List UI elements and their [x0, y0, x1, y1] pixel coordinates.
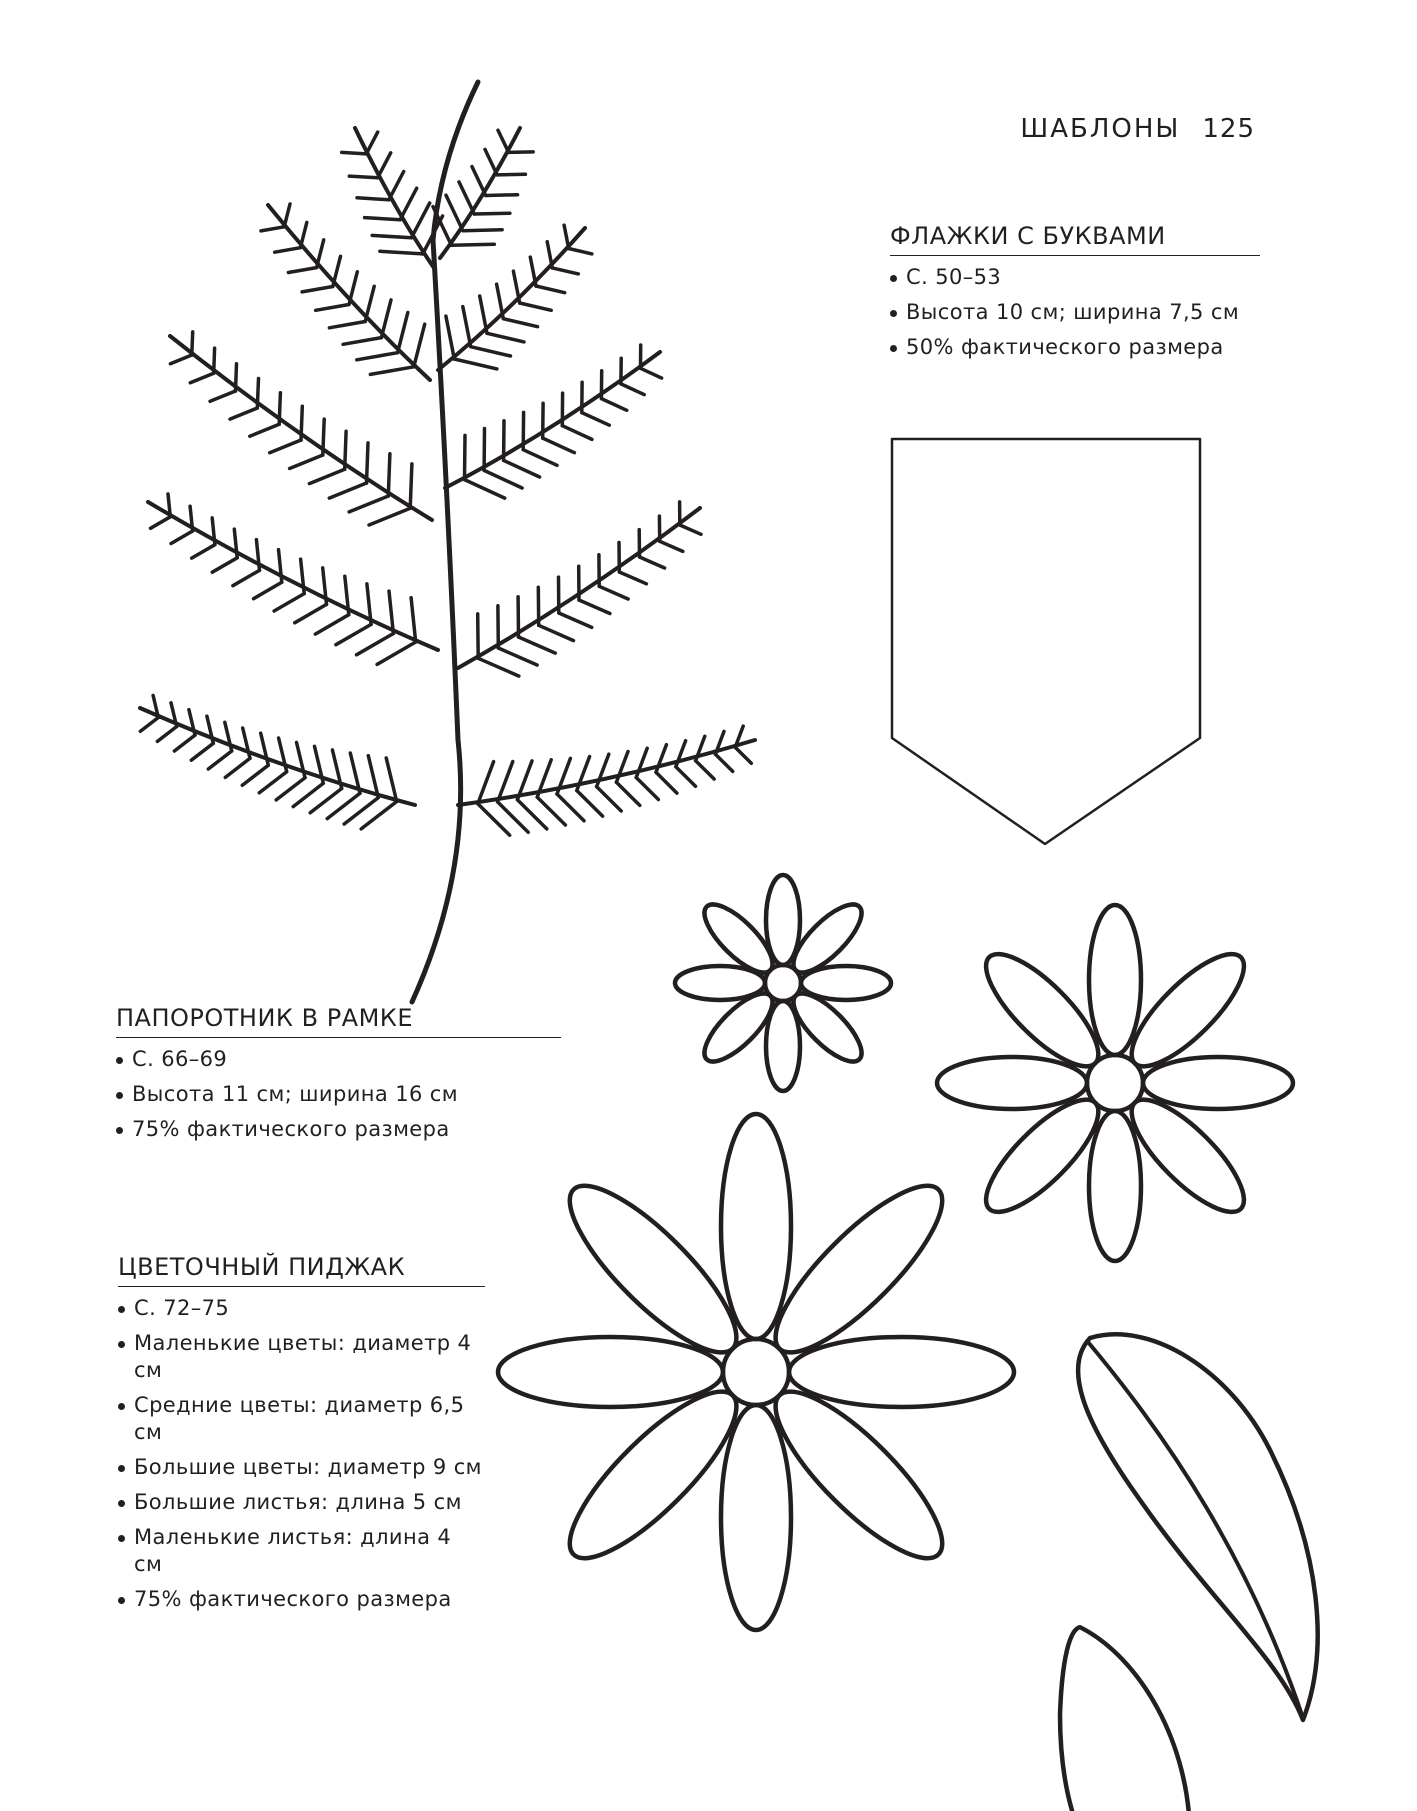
section-title: ШАБЛОНЫ — [1020, 114, 1181, 144]
flower-petal — [721, 1405, 791, 1630]
flower-petal — [937, 1057, 1087, 1109]
flower-center — [765, 965, 801, 1001]
flower-petal — [721, 1114, 791, 1339]
flower-petal — [549, 1371, 758, 1580]
flower-petal — [1089, 1111, 1141, 1261]
list-item: С. 50–53 — [890, 264, 1260, 291]
flower-center — [723, 1339, 789, 1405]
list-item: Большие листья: длина 5 см — [118, 1489, 485, 1516]
list-item: Высота 11 см; ширина 16 см — [116, 1081, 561, 1108]
list-item: Высота 10 см; ширина 7,5 см — [890, 299, 1260, 326]
fern-title: ПАПОРОТНИК В РАМКЕ — [116, 1003, 561, 1038]
flower-petal — [549, 1165, 758, 1374]
page-number: 125 — [1202, 114, 1255, 144]
list-item: Маленькие листья: длина 4 см — [118, 1524, 485, 1578]
flower-petal — [755, 1371, 964, 1580]
list-item: 75% фактического размера — [118, 1586, 485, 1613]
small-flower-template — [675, 875, 891, 1091]
list-item: С. 66–69 — [116, 1046, 561, 1073]
flags-title: ФЛАЖКИ С БУКВАМИ — [890, 221, 1260, 256]
flower-center — [1087, 1055, 1143, 1111]
medium-flower-template — [937, 905, 1293, 1261]
flower-petal — [1143, 1057, 1293, 1109]
list-item: Средние цветы: диаметр 6,5 см — [118, 1392, 485, 1446]
list-item: Маленькие цветы: диаметр 4 см — [118, 1330, 485, 1384]
flower-petal — [789, 1337, 1014, 1407]
small-leaf-template — [1060, 1627, 1191, 1811]
list-item: 75% фактического размера — [116, 1116, 561, 1143]
jacket-title: ЦВЕТОЧНЫЙ ПИДЖАК — [118, 1252, 485, 1287]
flower-petal — [1089, 905, 1141, 1055]
list-item: Большие цветы: диаметр 9 см — [118, 1454, 485, 1481]
list-item: С. 72–75 — [118, 1295, 485, 1322]
list-item: 50% фактического размера — [890, 334, 1260, 361]
large-flower-template — [498, 1114, 1014, 1630]
flower-petal — [498, 1337, 723, 1407]
large-leaf-template — [1078, 1334, 1318, 1720]
flower-petal — [755, 1165, 964, 1374]
